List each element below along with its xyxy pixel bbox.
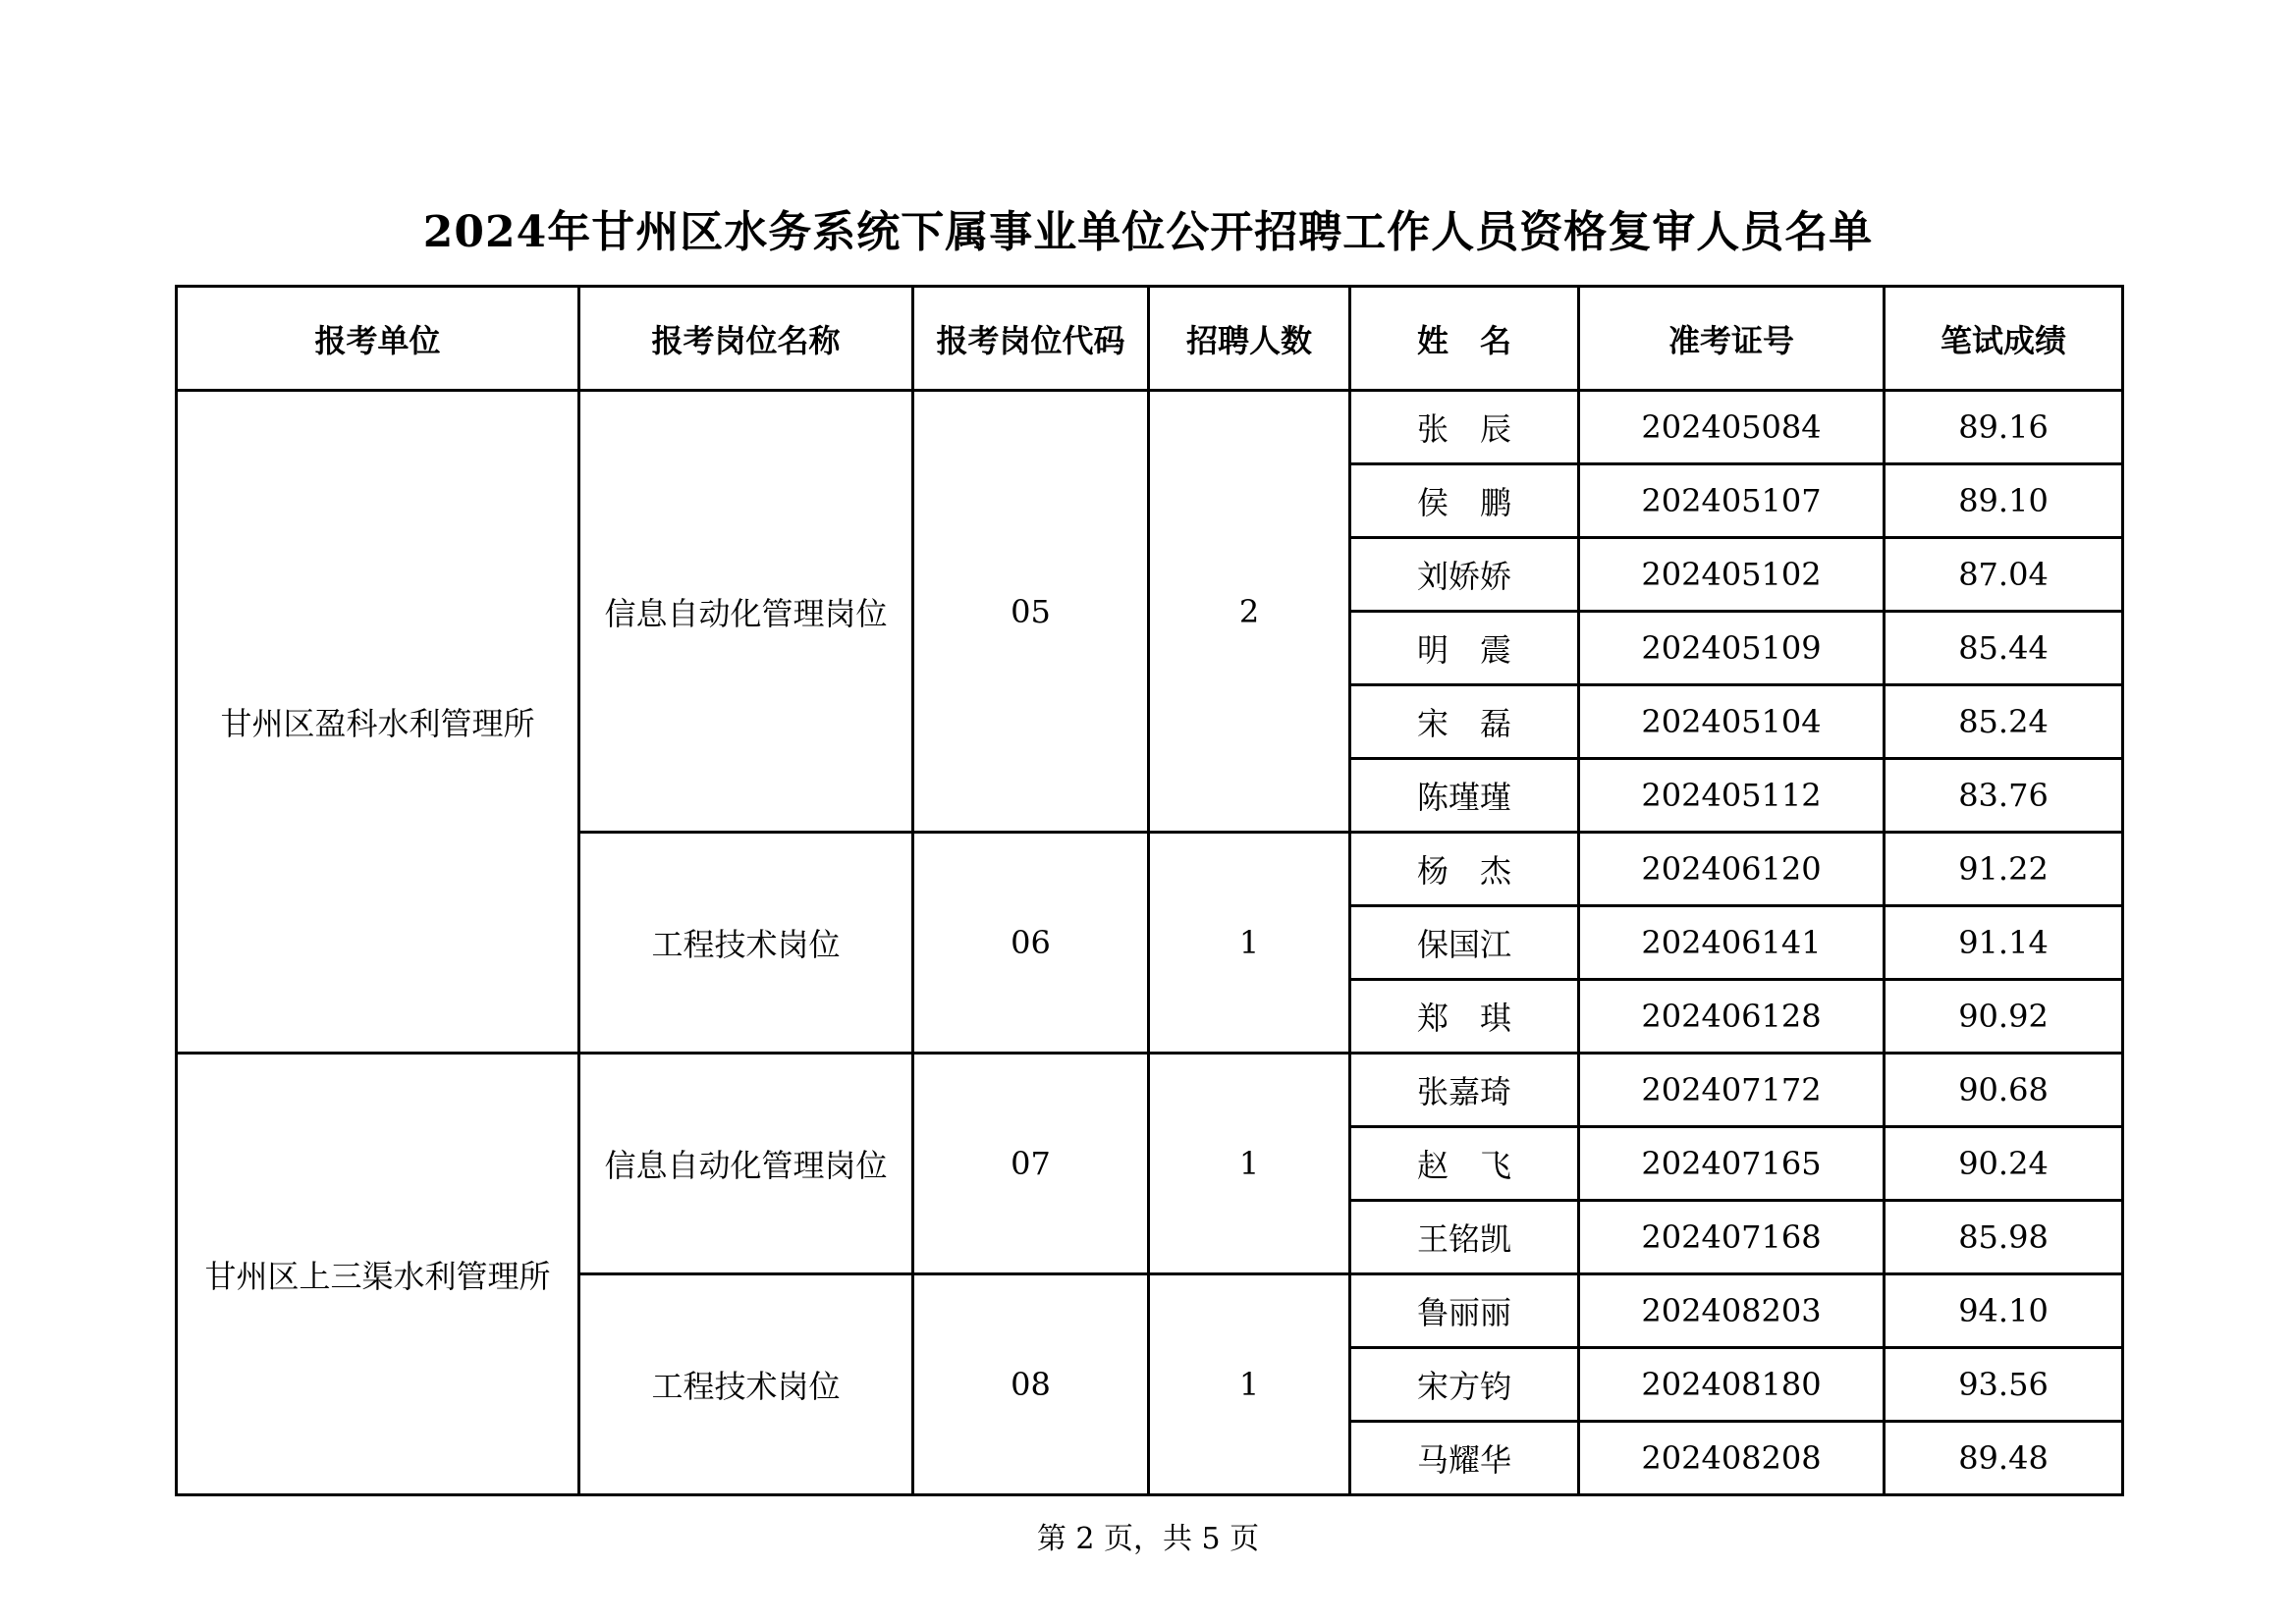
candidate-name: 杨 杰 bbox=[1350, 833, 1579, 906]
table-row bbox=[177, 1054, 2123, 1127]
candidate-score: 90.68 bbox=[1885, 1054, 2123, 1127]
candidate-name: 明 震 bbox=[1350, 612, 1579, 685]
header-code: 报考岗位代码 bbox=[913, 287, 1149, 391]
document-title: 2024年甘州区水务系统下属事业单位公开招聘工作人员资格复审人员名单 bbox=[422, 207, 1874, 257]
post-title-cell: 工程技术岗位 bbox=[579, 833, 913, 1054]
post-code-cell: 05 bbox=[913, 391, 1149, 833]
candidate-score: 83.76 bbox=[1885, 759, 2123, 833]
candidate-score: 89.48 bbox=[1885, 1422, 2123, 1495]
candidate-exam-id: 202406120 bbox=[1579, 833, 1885, 906]
candidate-score: 89.16 bbox=[1885, 391, 2123, 464]
post-code-cell: 07 bbox=[913, 1054, 1149, 1274]
header-exam-id: 准考证号 bbox=[1579, 287, 1885, 391]
candidate-score: 91.22 bbox=[1885, 833, 2123, 906]
candidate-exam-id: 202405109 bbox=[1579, 612, 1885, 685]
candidate-name: 陈瑾瑾 bbox=[1350, 759, 1579, 833]
post-count-cell: 1 bbox=[1149, 1274, 1350, 1495]
header-name: 姓 名 bbox=[1350, 287, 1579, 391]
candidate-exam-id: 202408208 bbox=[1579, 1422, 1885, 1495]
candidate-exam-id: 202408180 bbox=[1579, 1348, 1885, 1422]
candidate-score: 87.04 bbox=[1885, 538, 2123, 612]
post-code-cell: 06 bbox=[913, 833, 1149, 1054]
unit-cell: 甘州区盈科水利管理所 bbox=[177, 391, 579, 1054]
unit-cell: 甘州区上三渠水利管理所 bbox=[177, 1054, 579, 1495]
candidate-exam-id: 202406128 bbox=[1579, 980, 1885, 1054]
candidate-name: 侯 鹏 bbox=[1350, 464, 1579, 538]
candidate-name: 保国江 bbox=[1350, 906, 1579, 980]
candidate-exam-id: 202408203 bbox=[1579, 1274, 1885, 1348]
candidate-name: 王铭凯 bbox=[1350, 1201, 1579, 1274]
candidate-score: 94.10 bbox=[1885, 1274, 2123, 1348]
post-title-cell: 信息自动化管理岗位 bbox=[579, 1054, 913, 1274]
candidate-name: 赵 飞 bbox=[1350, 1127, 1579, 1201]
candidate-exam-id: 202407168 bbox=[1579, 1201, 1885, 1274]
candidate-score: 90.92 bbox=[1885, 980, 2123, 1054]
candidate-score: 85.24 bbox=[1885, 685, 2123, 759]
candidate-name: 鲁丽丽 bbox=[1350, 1274, 1579, 1348]
candidate-score: 91.14 bbox=[1885, 906, 2123, 980]
candidate-name: 刘娇娇 bbox=[1350, 538, 1579, 612]
candidate-name: 马耀华 bbox=[1350, 1422, 1579, 1495]
candidate-exam-id: 202405107 bbox=[1579, 464, 1885, 538]
post-title-cell: 工程技术岗位 bbox=[579, 1274, 913, 1495]
header-unit: 报考单位 bbox=[177, 287, 579, 391]
header-score: 笔试成绩 bbox=[1885, 287, 2123, 391]
candidate-name: 郑 琪 bbox=[1350, 980, 1579, 1054]
candidate-score: 90.24 bbox=[1885, 1127, 2123, 1201]
post-count-cell: 1 bbox=[1149, 1054, 1350, 1274]
candidate-score: 89.10 bbox=[1885, 464, 2123, 538]
candidate-exam-id: 202405084 bbox=[1579, 391, 1885, 464]
candidate-name: 张嘉琦 bbox=[1350, 1054, 1579, 1127]
page-number-footer: 第 2 页，共 5 页 bbox=[1036, 1522, 1260, 1556]
candidate-name: 张 辰 bbox=[1350, 391, 1579, 464]
candidate-name: 宋方钧 bbox=[1350, 1348, 1579, 1422]
post-count-cell: 1 bbox=[1149, 833, 1350, 1054]
candidate-exam-id: 202405102 bbox=[1579, 538, 1885, 612]
post-title-cell: 信息自动化管理岗位 bbox=[579, 391, 913, 833]
header-row bbox=[177, 287, 2123, 391]
post-count-cell: 2 bbox=[1149, 391, 1350, 833]
candidate-score: 85.44 bbox=[1885, 612, 2123, 685]
candidate-score: 85.98 bbox=[1885, 1201, 2123, 1274]
candidate-exam-id: 202405104 bbox=[1579, 685, 1885, 759]
roster-table bbox=[175, 285, 2124, 1496]
candidate-exam-id: 202405112 bbox=[1579, 759, 1885, 833]
candidate-name: 宋 磊 bbox=[1350, 685, 1579, 759]
table-row bbox=[177, 391, 2123, 464]
candidate-exam-id: 202407172 bbox=[1579, 1054, 1885, 1127]
post-code-cell: 08 bbox=[913, 1274, 1149, 1495]
candidate-exam-id: 202406141 bbox=[1579, 906, 1885, 980]
header-count: 招聘人数 bbox=[1149, 287, 1350, 391]
candidate-score: 93.56 bbox=[1885, 1348, 2123, 1422]
candidate-exam-id: 202407165 bbox=[1579, 1127, 1885, 1201]
header-post: 报考岗位名称 bbox=[579, 287, 913, 391]
